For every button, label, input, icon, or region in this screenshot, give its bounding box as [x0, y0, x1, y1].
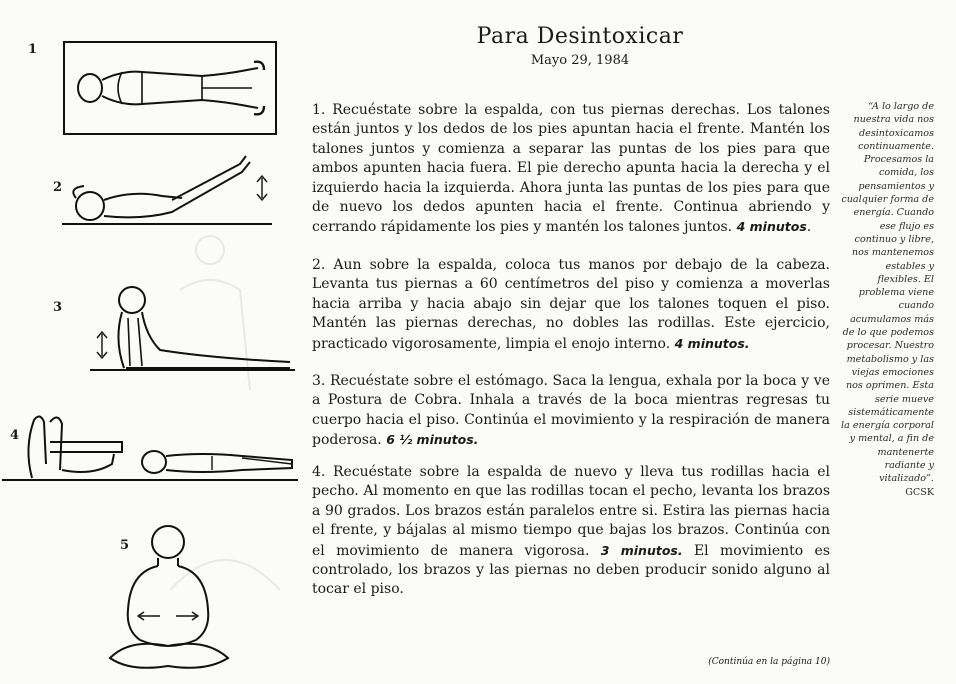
- figure-number-4: 4: [10, 428, 20, 443]
- page-title: Para Desintoxicar: [476, 24, 684, 49]
- figure-4-knees-to-chest-illustration: [2, 408, 302, 488]
- continuation-note: (Continúa en la página 10): [708, 657, 830, 667]
- figure-3-cobra-pose-illustration: [90, 280, 300, 380]
- exercise-3-text: 3. Recuéstate sobre el estómago. Saca la lengua, exhala por la boca y ve a Postura de Cobra. Inhala a través de la boca mientras regresas tu cuerpo hacia el piso. Continúa el movimiento y la respiración de manera poderosa.: [312, 373, 830, 449]
- exercise-3-paragraph: [312, 372, 830, 451]
- exercise-1-text: 1. Recuéstate sobre la espalda, con tus piernas derechas. Los talones están juntos y los dedos de los pies apuntan hacia el frente. Mantén los talones juntos y comienza a separar las puntas de los pies para que ambos apunten hacia fuera. El pie derecho apunta hacia la derecha y el izquierdo hacia la izquierda. Ahora junta las puntas de los pies para que de nuevo los dedos apunten hacia el frente. Continua abriendo y cerrando rápidamente los pies y mantén los talones juntos.: [312, 102, 830, 236]
- exercise-1-paragraph: [312, 101, 830, 238]
- figure-number-2: 2: [53, 180, 63, 195]
- figure-5-seated-breathing-illustration: [100, 520, 240, 680]
- exercise-4-time: 3 minutos.: [600, 542, 683, 558]
- figure-number-3: 3: [53, 300, 63, 315]
- sidebar-quote: [840, 100, 934, 499]
- exercise-4-text: 4. Recuéstate sobre la espalda de nuevo y lleva tus rodillas hacia el pecho. Al momento en que las rodillas tocan el pecho, levanta los brazos a 90 grados. Los brazos están paralelos entre si. Estira las piernas hacia el frente, y bájalas al mismo tiempo que bajas los brazos. Continúa con el movimiento de manera vigorosa.: [312, 464, 830, 559]
- page-date: Mayo 29, 1984: [530, 53, 630, 68]
- exercise-2-text: 2. Aun sobre la espalda, coloca tus manos por debajo de la cabeza. Levanta tus piernas a 60 centímetros del piso y comienza a moverlas hacia arriba y hacia abajo sin dejar que los talones toquen el piso. Mantén las piernas derechas, no dobles las rodillas. Este ejercicio, practicado vigorosamente, limpia el enojo interno.: [312, 257, 830, 352]
- sidebar-quote-author: GCSK: [905, 486, 934, 498]
- exercise-4-paragraph: [312, 463, 830, 600]
- figure-number-5: 5: [120, 538, 130, 553]
- figure-1-lying-on-back-illustration: [62, 40, 282, 140]
- exercise-1-after: .: [806, 219, 812, 236]
- exercise-3-time: 6 ½ minutos.: [386, 432, 479, 448]
- exercise-2-time: 4 minutos.: [674, 335, 750, 351]
- figure-2-leg-lift-illustration: [62, 150, 282, 230]
- exercise-2-paragraph: [312, 256, 830, 354]
- sidebar-quote-text: “A lo largo de nuestra vida nos desintoxicamos continuamente. Procesamos la comida, los pensamientos y cualquier forma de energía. Cuando ese flujo es continuo y libre, nos mantenemos estables y flexibles. El problema viene cuando acumulamos más de lo que podemos procesar. Nuestro metabolismo y las viejas emociones nos oprimen. Esta serie mueve sistemáticamente la energía corporal y mental, a fin de mantenerte radiante y vitalizado”.: [841, 101, 934, 485]
- exercise-1-time: 4 minutos: [736, 219, 807, 235]
- exercise-4-after: El movimiento es controlado, los brazos y las piernas no deben producir sonido alguno al tocar el piso.: [312, 542, 831, 598]
- figure-number-1: 1: [28, 42, 38, 57]
